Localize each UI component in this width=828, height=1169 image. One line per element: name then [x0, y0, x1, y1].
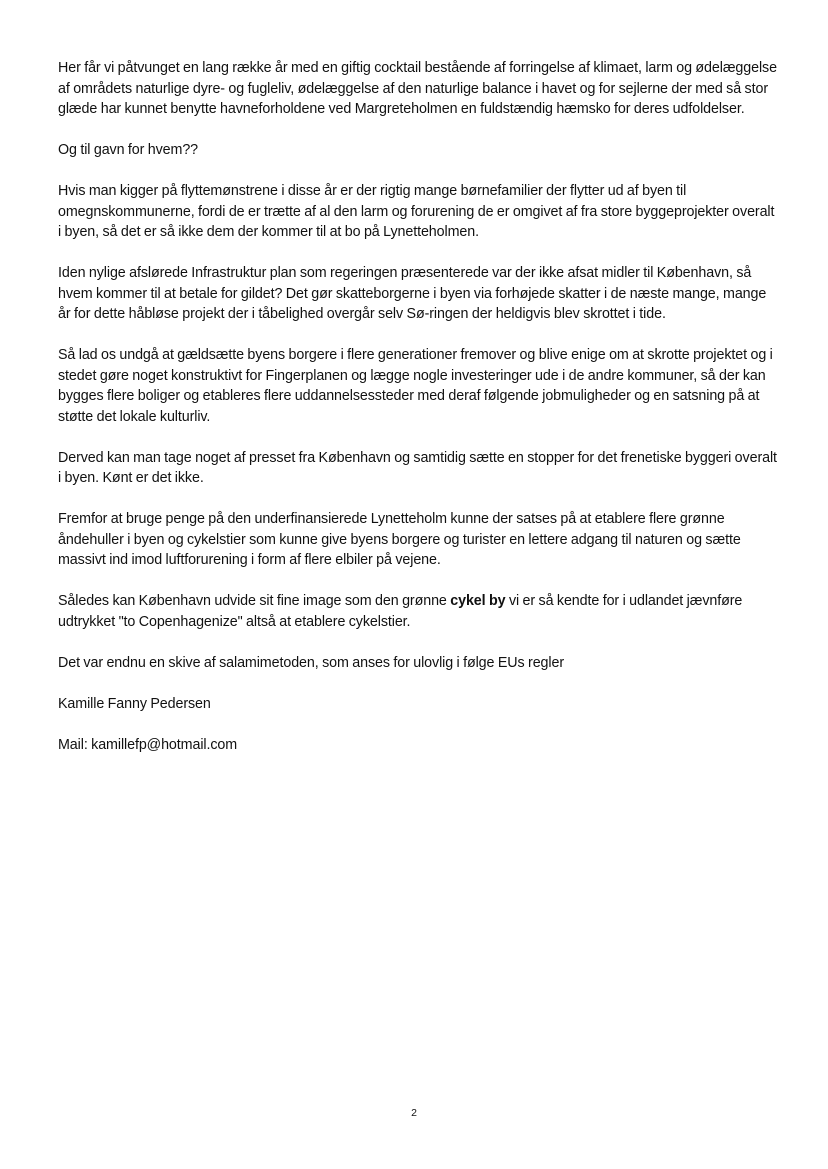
paragraph-migration: Hvis man kigger på flyttemønstrene i disse år er der rigtig mange børnefamilier der flytter ud af byen til omegnskommunerne, fordi de er trætte af al den larm og forurening de er omgivet af fra store byggeprojekter overalt i byen, så det er så ikke dem der kommer til at bo på Lynetteholmen.	[58, 183, 775, 240]
paragraph-question: Og til gavn for hvem??	[58, 142, 199, 158]
paragraph-cycle-city	[58, 591, 778, 632]
paragraph-salami-method: Det var endnu en skive af salamimetoden, som anses for ulovlig i følge EUs regler	[58, 654, 564, 671]
paragraph-cycle-city-before: Således kan København udvide sit fine image som den grønne	[58, 593, 451, 609]
paragraph-green-spaces: Fremfor at bruge penge på den underfinansierede Lynetteholm kunne der satses på at etablere flere grønne åndehuller i byen og cykelstier som kunne give byens borgere og turister en lettere adgang til naturen og sætte massivt ind imod luftforurening i form af flere elbiler på vejene.	[58, 511, 741, 568]
page-number: 2	[411, 1107, 417, 1119]
paragraph-infrastructure-plan: Iden nylige afslørede Infrastruktur plan som regeringen præsenterede var der ikke afsat midler til København, så hvem kommer til at betale for gildet? Det gør skatteborgerne i byen via forhøjede skatter i de næste mange, mange år for dette håbløse projekt der i tåbelighed overgår selv Sø-ringen der heldigvis blev skrottet i tide.	[58, 265, 767, 322]
paragraph-consequences: Her får vi påtvunget en lang række år med en giftig cocktail bestående af forringelse af klimaet, larm og ødelæggelse af områdets naturlige dyre- og fugleliv, ødelæggelse af den naturlige balance i havet og for sejlerne der med så stor glæde har kunnet benytte havneforholdene ved Margreteholmen en fuldstændig hæmsko for deres udfoldelser.	[58, 60, 777, 117]
letter-body	[58, 58, 778, 776]
paragraph-pressure: Derved kan man tage noget af presset fra København og samtidig sætte en stopper for det frenetiske byggeri overalt i byen. Kønt er det ikke.	[58, 449, 777, 486]
paragraph-scrap-project: Så lad os undgå at gældsætte byens borgere i flere generationer fremover og blive enige om at skrotte projektet og i stedet gøre noget konstruktivt for Fingerplanen og lægge nogle investeringer ude i de andre kommuner, så der kan bygges flere boliger og etableres flere uddannelsessteder med deraf følgende jobmuligheder og en satsning på at støtte det lokale kulturliv.	[58, 347, 773, 425]
contact-mail: Mail: kamillefp@hotmail.com	[58, 736, 238, 753]
paragraph-cycle-city-after: vi er så kendte for i udlandet jævnføre udtrykket "to Copenhagenize" altså at etablere cykelstier.	[58, 593, 743, 630]
signature-name: Kamille Fanny Pedersen	[58, 695, 211, 712]
paragraph-cycle-city-bold: cykel by	[450, 593, 506, 609]
